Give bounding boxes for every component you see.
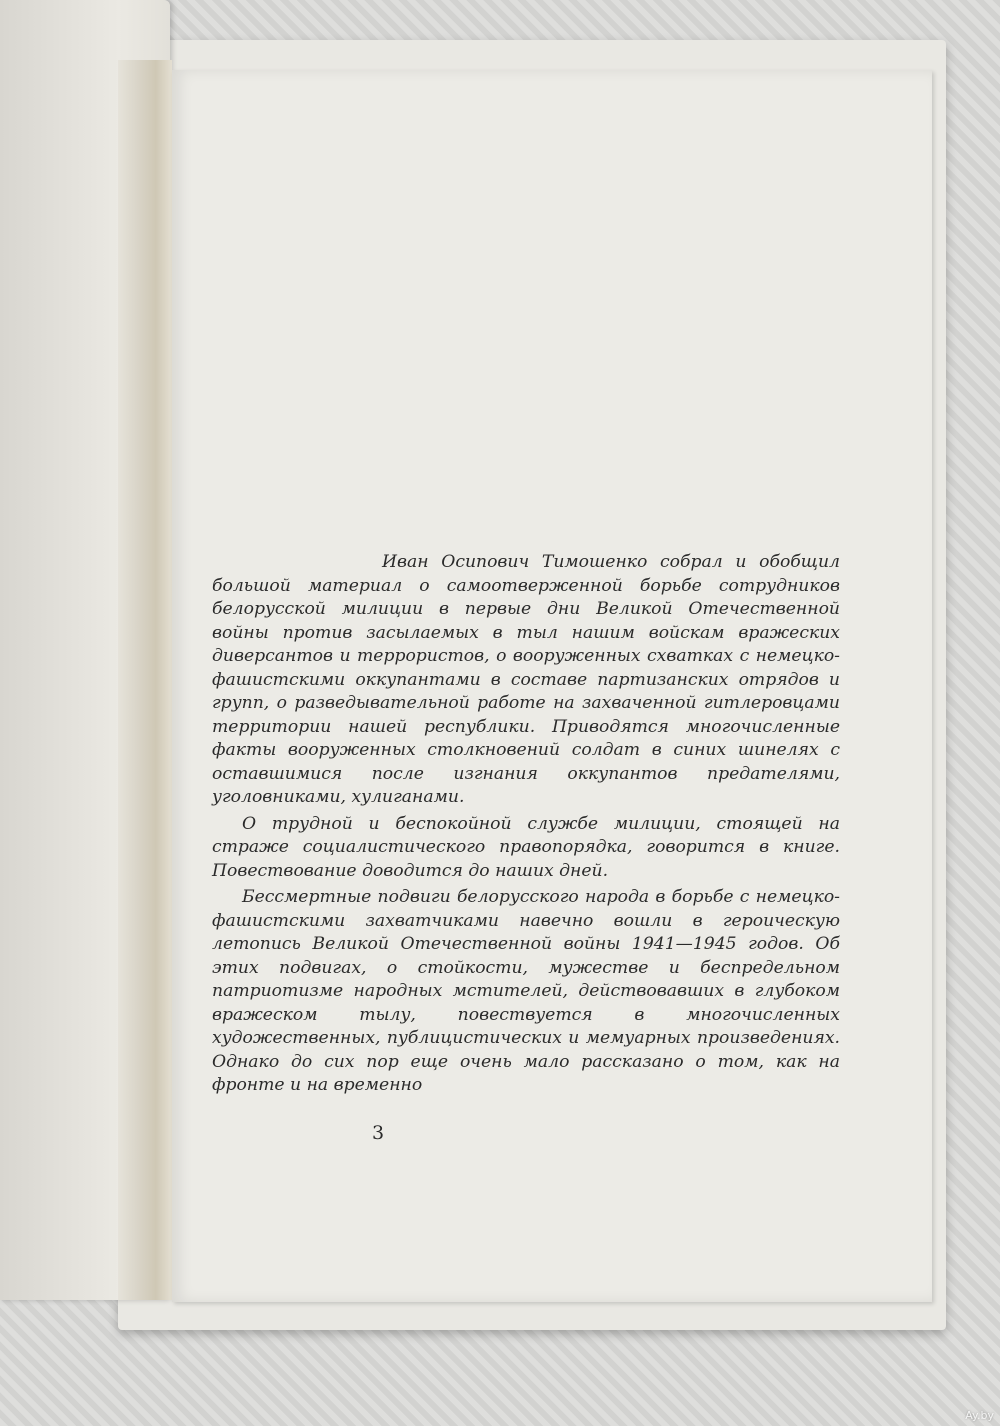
paragraph-service: О трудной и беспокойной службе милиции, стоящей на страже социалистического правопорядка, говорится в книге. Повествование доводится до наших дней.	[212, 813, 840, 881]
book-spine	[118, 60, 172, 1300]
paragraph-intro: Бессмертные подвиги белорусского народа в борьбе с немецко-фашистскими захватчиками навечно вошли в героическую летопись Великой Отечественной войны 1941—1945 годов. Об этих подвигах, о стойкости, мужестве и беспредельном патриотизме народных мстителей, действовавших в глубоком вражеском тылу, повествуется в многочисленных художественных, публицистических и мемуарных произведениях. Однако до сих пор еще очень мало рассказано о том, как на фронте и на временно	[212, 887, 840, 1095]
paragraph-annotation: Иван Осипович Тимошенко собрал и обобщил большой материал о самоотверженной борьбе сотрудников белорусской милиции в первые дни Великой Отечественной войны против засылаемых в тыл нашим войскам вражеских диверсантов и террористов, о вооруженных схватках с немецко-фашистскими оккупантами в составе партизанских отрядов и групп, о разведывательной работе на захваченной гитлеровцами территории нашей республики. Приводятся многочисленные факты вооруженных столкновений солдат в синих шинелях с оставшимися после изгнания оккупантов предателями, уголовниками, хулиганами.	[212, 552, 840, 807]
watermark: Ay.by	[965, 1409, 994, 1422]
page-number: 3	[372, 1122, 385, 1144]
page-text	[212, 551, 840, 1098]
